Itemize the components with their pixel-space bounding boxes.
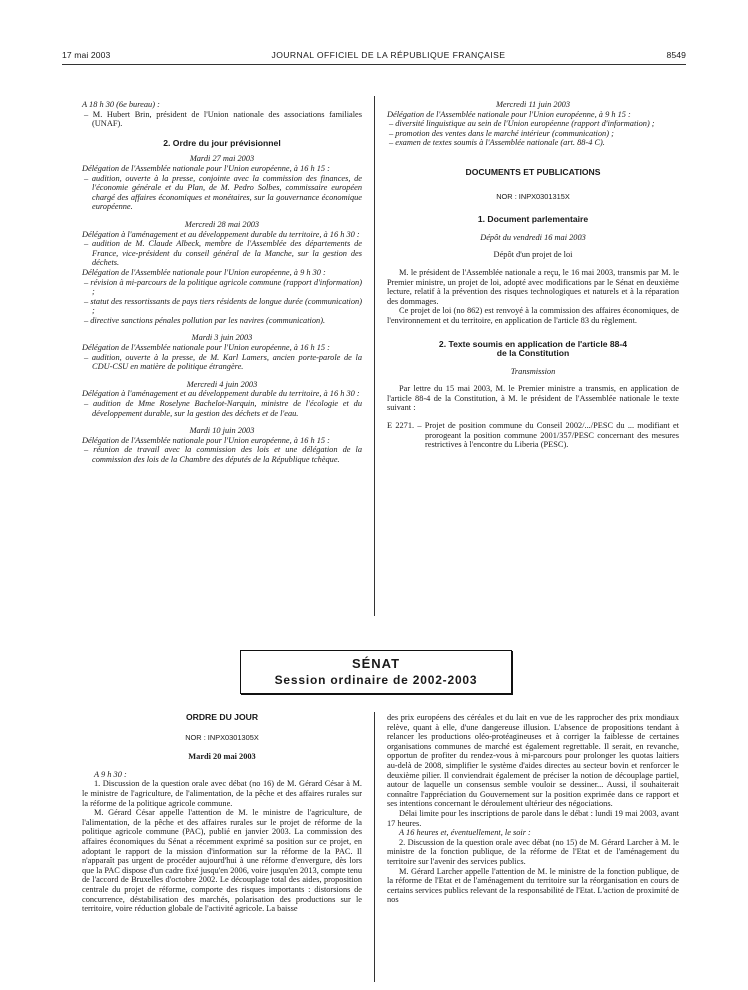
- paragraph: A 9 h 30 :: [94, 769, 127, 779]
- header-date: 17 mai 2003: [62, 50, 111, 60]
- left-column-top: [82, 100, 362, 465]
- list-item: – diversité linguistique au sein de l'Union européenne (rapport d'information) ;: [389, 119, 655, 129]
- paragraph: Délai limite pour les inscriptions de parole dans le débat : lundi 19 mai 2003, avant 17 heures.: [387, 808, 679, 828]
- list-item: – statut des ressortissants de pays tiers résidents de longue durée (communication) ;: [84, 296, 362, 316]
- deposit-date: Dépôt du vendredi 16 mai 2003: [480, 232, 586, 242]
- paragraph: Délégation de l'Assemblée nationale pour l'Union européenne, à 16 h 15 :: [82, 435, 330, 445]
- list-item: – M. Hubert Brin, président de l'Union nationale des associations familiales (UNAF).: [84, 109, 362, 129]
- sub-heading: Transmission: [510, 366, 556, 376]
- list-item: – examen de textes soumis à l'Assemblée nationale (art. 88-4 C).: [389, 138, 605, 148]
- list-item: – promotion des ventes dans le marché intérieur (communication) ;: [389, 128, 614, 138]
- paragraph: des prix européens des céréales et du lait en vue de les rapprocher des prix mondiaux relève, quant à elle, d'une dangereuse illusion. L'absence de propositions tendant à relancer les productions oléo-protéagineuses et à corriger la faiblesse de certaines organisations communes de marché est également regrettable. Il serait, en revanche, opportun de profiter du rendez-vous à mi-parcours pour prolonger les quotas laitiers au-delà de 2008, simplifier le système d'aides directes au secteur bovin et renforcer le deuxième pilier. Il conviendrait également de préciser la notion de découplage partiel, autour de laquelle un consensus semble vouloir se dessiner... Aussi, il souhaiterait connaître l'appréciation du Gouvernement sur la position exprimée dans ce rapport et ses intentions concernant le déroulement ultérieur des négociations.: [387, 713, 679, 809]
- paragraph: A 18 h 30 (6e bureau) :: [82, 100, 160, 109]
- date-heading: Mardi 27 mai 2003: [189, 154, 255, 164]
- paragraph: Délégation de l'Assemblée nationale pour l'Union européenne, à 16 h 15 :: [82, 163, 330, 173]
- left-column-bottom: [82, 713, 362, 914]
- paragraph: Délégation à l'aménagement et au développement durable du territoire, à 16 h 30 :: [82, 229, 360, 239]
- paragraph: Délégation à l'aménagement et au développement durable du territoire, à 16 h 30 :: [82, 389, 360, 399]
- senat-title: SÉNAT: [351, 656, 401, 671]
- paragraph: M. le président de l'Assemblée nationale a reçu, le 16 mai 2003, transmis par M. le Premier ministre, un projet de loi, adopté avec modifications par le Sénat en deuxième lecture, relatif à la prévention des risques technologiques et naturels et à la réparation des dommages.: [387, 267, 679, 306]
- paragraph: Délégation de l'Assemblée nationale pour l'Union européenne, à 9 h 15 :: [387, 109, 631, 119]
- section-heading: 2. Texte soumis en application de l'article 88-4: [438, 338, 628, 349]
- nor-reference: NOR : INPX0301315X: [496, 191, 570, 201]
- paragraph: M. Gérard César appelle l'attention de M. le ministre de l'agriculture, de l'alimentation, de la pêche et des affaires rurales sur le projet de réforme de la politique agricole commune (PAC), publié en janvier 2003. La commission des affaires économiques du Sénat a récemment exprimé sa position sur ce projet, en adoptant le rapport de la mission d'information sur la réforme de la PAC. Il n'apparaît pas urgent de procéder aujourd'hui à une réforme d'envergure, dès lors que la PAC dispose d'un cadre fixé jusqu'en 2006, voire jusqu'en 2013, compte tenu de l'accord de Bruxelles d'octobre 2002. Le découplage total des aides, proposition centrale du projet de réforme, comporte des risques importants : distorsions de concurrence, déstabilisation des marchés, polarisation des productions sur le territoire, voire réduction globale de l'activité agricole. La baisse: [82, 808, 362, 914]
- list-item: – réunion de travail avec la commission des lois et une délégation de la commission des lois de la Chambre des députés de la République tchèque.: [84, 445, 362, 464]
- list-item: – audition, ouverte à la presse, de M. Karl Lamers, ancien porte-parole de la CDU-CSU en matière de politique étrangère.: [84, 352, 362, 372]
- section-heading: 1. Document parlementaire: [477, 214, 589, 225]
- section-title: DOCUMENTS ET PUBLICATIONS: [465, 166, 601, 177]
- page-header: [62, 50, 686, 60]
- column-separator-top: [374, 96, 375, 616]
- paragraph: 1. Discussion de la question orale avec débat (no 16) de M. Gérard César à M. le ministre de l'agriculture, de l'alimentation, de la pêche et des affaires rurales sur la réforme de la politique agricole commune.: [82, 779, 362, 808]
- date-heading: Mercredi 11 juin 2003: [495, 100, 571, 109]
- paragraph: Par lettre du 15 mai 2003, M. le Premier ministre a transmis, en application de l'article 88-4 de la Constitution, à M. le président de l'Assemblée nationale le texte suivant :: [387, 384, 679, 413]
- paragraph: Ce projet de loi (no 862) est renvoyé à la commission des affaires économiques, de l'environnement et du territoire, en application de l'article 83 du règlement.: [387, 306, 679, 325]
- session-title: Session ordinaire de 2002-2003: [274, 673, 478, 687]
- date-heading: Mardi 3 juin 2003: [191, 333, 253, 343]
- header-rule: [62, 64, 686, 65]
- section-title: ORDRE DU JOUR: [185, 712, 259, 722]
- list-item: – audition de M. Claude Albeck, membre de l'Assemblée des départements de France, vice-président du conseil général de la Manche, sur la gestion des déchets.: [84, 239, 362, 268]
- list-item: – audition de Mme Roselyne Bachelot-Narquin, ministre de l'écologie et du développement durable, sur la gestion des déchets et de l'eau.: [84, 399, 362, 418]
- section-heading: 2. Ordre du jour prévisionnel: [163, 137, 281, 148]
- right-column-top: [387, 100, 679, 450]
- reference-entry: E 2271. – Projet de position commune du Conseil 2002/.../PESC du ... modifiant et prorogeant la position commune 2001/357/PESC concernant des mesures restrictives à l'encontre du Liberia (PESC).: [387, 421, 679, 450]
- right-column-bottom: [387, 713, 679, 905]
- paragraph: M. Gérard Larcher appelle l'attention de M. le ministre de la fonction publique, de la réforme de l'Etat et de l'aménagement du territoire sur la réorganisation en cours de certains services publics relevant de la responsabilité de l'Etat. L'action de proximité de nos: [387, 866, 679, 905]
- paragraph: 2. Discussion de la question orale avec débat (no 15) de M. Gérard Larcher à M. le ministre de la fonction publique, de la réforme de l'Etat et de l'aménagement du territoire sur l'avenir des services publics.: [387, 837, 679, 866]
- paragraph: Délégation de l'Assemblée nationale pour l'Union européenne, à 16 h 15 :: [82, 343, 330, 353]
- section-heading-cont: de la Constitution: [496, 348, 570, 359]
- date-heading: Mardi 20 mai 2003: [188, 752, 256, 762]
- list-item: – audition, ouverte à la presse, conjointe avec la commission des finances, de l'économie générale et du Plan, de M. Pedro Solbes, commissaire européen chargé des affaires économiques et monétaires, sur la gouvernance économique européenne.: [84, 173, 362, 212]
- nor-reference: NOR : INPX0301305X: [185, 732, 259, 742]
- column-separator-bottom: [374, 712, 375, 982]
- date-heading: Mercredi 4 juin 2003: [186, 379, 258, 389]
- paragraph: A 16 heures et, éventuellement, le soir :: [399, 828, 531, 838]
- header-journal-title: JOURNAL OFFICIEL DE LA RÉPUBLIQUE FRANÇAISE: [271, 50, 506, 60]
- sub-heading: Dépôt d'un projet de loi: [493, 250, 573, 260]
- list-item: – révision à mi-parcours de la politique agricole commune (rapport d'information) ;: [84, 277, 362, 297]
- date-heading: Mercredi 28 mai 2003: [184, 219, 260, 229]
- senat-title-box: [240, 650, 512, 694]
- list-item: – directive sanctions pénales pollution par les navires (communication).: [84, 315, 326, 325]
- paragraph: Délégation de l'Assemblée nationale pour l'Union européenne, à 9 h 30 :: [82, 267, 326, 277]
- header-page-number: 8549: [666, 50, 686, 60]
- date-heading: Mardi 10 juin 2003: [189, 426, 255, 436]
